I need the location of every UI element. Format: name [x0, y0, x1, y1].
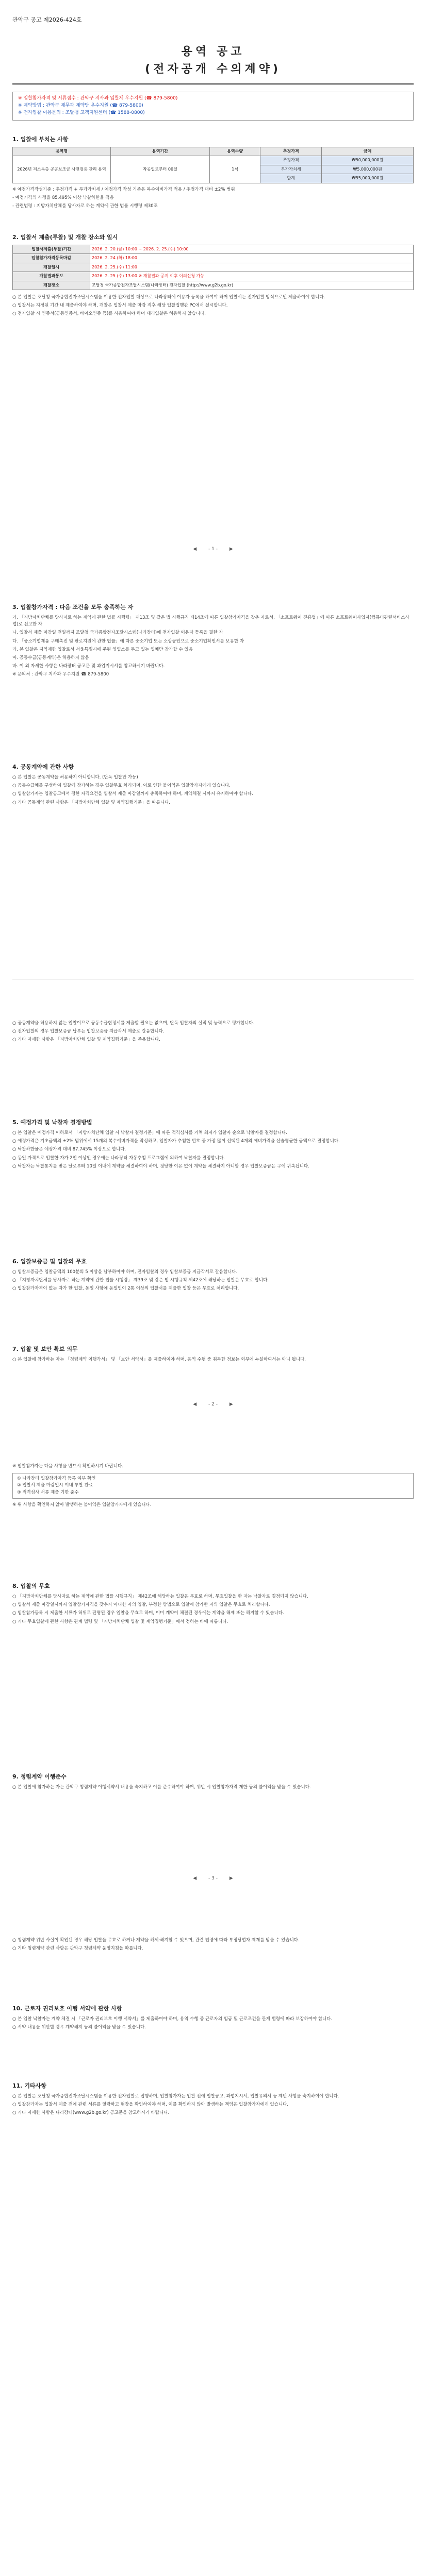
- list-item: 가. 「지방자치단체를 당사자로 하는 계약에 관한 법률 시행령」 제13조 및 같은 법 시행규칙 제14조에 따른 입찰참가자격을 갖춘 자로서, 「소프트웨어 진흥법」에 따른 소프트웨어사업자(컴퓨터관련서비스사업)로 신고한 자: [12, 615, 409, 628]
- schedule-value: 2026. 2. 20.(금) 10:00 ~ 2026. 2. 25.(수) 10:00: [90, 245, 414, 254]
- note-line: - 예정가격의 사정율 85.495% 이상 낙찰하한율 적용: [12, 195, 114, 200]
- section-heading: 11. 기타사항: [12, 2082, 46, 2089]
- amount-value: ₩5,000,000원: [322, 165, 414, 174]
- amount-value: ₩50,000,000원: [322, 156, 414, 165]
- page-number: - 2 -: [208, 1402, 218, 1407]
- list-item: ○ 입찰보증금은 입찰금액의 100분의 5 이상을 납부하여야 하며, 전자입찰의 경우 입찰보증금 지급각서로 갈음합니다.: [12, 1269, 238, 1275]
- section-award-method: [12, 1118, 414, 1172]
- list-item: ○ 기타 청렴계약 관련 사항은 관악구 청렴계약 운영지침을 따릅니다.: [12, 1946, 143, 1952]
- schedule-label: 입찰참가자격등록마감: [13, 254, 90, 263]
- contact-line: ※ 전자입찰 이용문의 : 조달청 고객지원센터 (☎ 1588-0800): [18, 110, 145, 115]
- section-heading: 9. 청렴계약 이행준수: [12, 1773, 67, 1780]
- note-line: ○ 입찰서는 지정된 기간 내 제출하여야 하며, 개찰은 입찰서 제출 마감 직후 해당 입찰집행관 PC에서 실시합니다.: [12, 303, 228, 309]
- note-line: ○ 전자입찰 시 인증서(공동인증서, 바이오인증 등)를 사용하여야 하며 대리입찰은 허용하지 않습니다.: [12, 311, 206, 317]
- section-heading: 6. 입찰보증금 및 입찰의 무효: [12, 1258, 87, 1265]
- service-period: 착공일로부터 00일: [111, 156, 210, 183]
- section-invalid-bids: [12, 1582, 414, 1627]
- list-item: ○ 입찰참가자는 입찰공고에서 정한 자격요건을 입찰서 제출 마감일까지 충족하여야 하며, 계약체결 시까지 유지하여야 합니다.: [12, 791, 253, 797]
- section-heading: 4. 공동계약에 관한 사항: [12, 764, 74, 770]
- col-header: 용역수량: [209, 147, 260, 156]
- list-item: ○ 본 입찰은 조달청 국가종합전자조달시스템을 이용한 전자입찰로 집행하며, 입찰참가자는 입찰 전에 입찰공고, 과업지시서, 입찰유의서 등 제반 사항을 숙지하여야 합니다.: [12, 2094, 339, 2099]
- list-item: ○ 전자입찰의 경우 입찰보증금 납부는 입찰보증금 지급각서 제출로 갈음합니다.: [12, 1029, 165, 1035]
- list-item: 라. 본 입찰은 지역제한 입찰로서 서울특별시에 주된 영업소를 두고 있는 업체만 참가할 수 있음: [12, 647, 193, 652]
- amount-label: 부가가치세: [260, 165, 322, 174]
- section-heading: 2. 입찰서 제출(투찰) 및 개찰 장소와 일시: [12, 234, 118, 241]
- schedule-value: 2026. 2. 25.(수) 13:00 ※ 개찰결과 공지 이후 이의신청 가능: [90, 272, 414, 281]
- list-item: 다. 「중소기업제품 구매촉진 및 판로지원에 관한 법률」에 따른 중소기업 또는 소상공인으로 중소기업확인서를 보유한 자: [12, 638, 244, 644]
- list-item: ○ 「지방자치단체를 당사자로 하는 계약에 관한 법률 시행령」 제39조 및 같은 법 시행규칙 제42조에 해당하는 입찰은 무효로 합니다.: [12, 1278, 269, 1283]
- schedule-label: 개찰일시: [13, 263, 90, 272]
- schedule-label: 개찰결과통보: [13, 272, 90, 281]
- page-number: - 1 -: [208, 547, 218, 552]
- list-item: ○ 기타 자세한 사항은 「지방자치단체 입찰 및 계약집행기준」을 준용합니다.: [12, 1037, 160, 1043]
- checklist-item: ① 나라장터 입찰참가자격 등록 여부 확인: [17, 1476, 96, 1482]
- section-heading: 1. 입찰에 부치는 사항: [12, 136, 69, 143]
- amount-label: 합계: [260, 174, 322, 183]
- list-item: ○ 서약 내용을 위반할 경우 계약해지 등의 불이익을 받을 수 있습니다.: [12, 2025, 146, 2030]
- amount-value: ₩55,000,000원: [322, 174, 414, 183]
- amount-label: 추정가격: [260, 156, 322, 165]
- section-bid-items: [12, 135, 414, 211]
- section-bid-bond: [12, 1257, 414, 1294]
- list-item: ○ 기타 자세한 사항은 나라장터(www.g2b.go.kr) 공고문을 참고하시기 바랍니다.: [12, 2110, 170, 2116]
- list-item: ○ 예정가격은 기초금액의 ±2% 범위에서 15개의 복수예비가격을 작성하고, 입찰자가 추첨한 번호 중 가장 많이 선택된 4개의 예비가격을 산술평균한 금액으로 결정합니다.: [12, 1139, 340, 1144]
- list-item: ○ 본 입찰은 예정가격 이하로서 「지방자치단체 입찰 시 낙찰자 결정기준」에 따른 적격심사를 거쳐 최저가 입찰자 순으로 낙찰자를 결정합니다.: [12, 1130, 287, 1136]
- section-heading: 8. 입찰의 무효: [12, 1583, 50, 1589]
- list-item: 마. 공동수급(공동계약)은 허용하지 않음: [12, 655, 89, 660]
- section-bid-schedule: [12, 233, 414, 319]
- section-heading: 7. 입찰 및 보안 확보 의무: [12, 1346, 78, 1352]
- next-page-icon[interactable]: ▶: [229, 1876, 233, 1881]
- schedule-label: 입찰서제출(투찰)기간: [13, 245, 90, 254]
- list-item: ○ 본 입찰에 참가하는 자는 「청렴계약 이행각서」 및 「보안 서약서」를 제출하여야 하며, 용역 수행 중 취득한 정보는 외부에 누설하여서는 아니 됩니다.: [12, 1357, 306, 1363]
- list-item: ○ 공동수급체를 구성하여 입찰에 참가하는 경우 입찰무효 처리되며, 이로 인한 불이익은 입찰참가자에게 있습니다.: [12, 783, 231, 789]
- list-item: ○ 입찰참가자는 입찰서 제출 전에 관련 서류를 열람하고 현장을 확인하여야 하며, 이를 확인하지 않아 발생하는 책임은 입찰참가자에게 있습니다.: [12, 2102, 288, 2108]
- section-joint-contract-cont: [12, 1020, 414, 1045]
- page-title: 용역 공고: [181, 45, 245, 58]
- note-line: - 관련법령 : 지방자치단체를 당사자로 하는 계약에 관한 법률 시행령 제30조: [12, 203, 158, 209]
- checklist-note: ※ 위 사항을 확인하지 않아 발생하는 불이익은 입찰참가자에게 있습니다.: [12, 1502, 152, 1507]
- list-item: ○ 기타 공동계약 관련 사항은 「지방자치단체 입찰 및 계약집행기준」을 따릅니다.: [12, 800, 170, 805]
- page-nav: [0, 1401, 426, 1409]
- prev-page-icon[interactable]: ◀: [193, 1402, 197, 1407]
- service-name: 2026년 저소득층 공공보조금 사전검증 관리 용역: [13, 156, 111, 183]
- list-item: ○ 「지방자치단체를 당사자로 하는 계약에 관한 법률 시행규칙」 제42조에 해당하는 입찰은 무효로 하며, 무효입찰을 한 자는 낙찰자로 결정되지 않습니다.: [12, 1594, 308, 1600]
- schedule-value: 2026. 2. 25.(수) 11:00: [90, 263, 414, 272]
- checklist-item: ③ 적격심사 서류 제출 기한 준수: [17, 1489, 79, 1495]
- list-item: 나. 입찰서 제출 마감일 전일까지 조달청 국가종합전자조달시스템(나라장터)에 전자입찰 이용자 등록을 필한 자: [12, 630, 223, 636]
- list-item: 바. 이 외 자세한 사항은 나라장터 공고문 및 과업지시서를 참고하시기 바랍니다.: [12, 664, 165, 669]
- prev-page-icon[interactable]: ◀: [193, 547, 197, 552]
- section-security: [12, 1345, 414, 1365]
- list-item: ○ 본 입찰은 공동계약을 허용하지 아니합니다. (단독 입찰만 가능): [12, 775, 138, 781]
- page-subtitle: (전자공개 수의계약): [145, 63, 281, 76]
- next-page-icon[interactable]: ▶: [229, 547, 233, 552]
- list-item: ※ 문의처 : 관악구 지사과 우수지원 ☎ 879-5800: [12, 672, 109, 677]
- service-quantity: 1식: [209, 156, 260, 183]
- section-worker-rights: [12, 2004, 414, 2032]
- list-item: ○ 본 입찰 낙찰자는 계약 체결 시 「근로자 권리보호 이행 서약서」를 제출하여야 하며, 용역 수행 중 근로자의 임금 및 근로조건을 관계 법령에 따라 보장하여야 합니다.: [12, 2016, 333, 2022]
- list-item: ○ 공동계약을 허용하지 않는 입찰이므로 공동수급협정서를 제출할 필요는 없으며, 단독 입찰자의 실적 및 능력으로 평가합니다.: [12, 1021, 255, 1026]
- checklist-item: ② 입찰서 제출 마감일시 이내 투찰 완료: [17, 1483, 93, 1488]
- list-item: ○ 청렴계약 위반 사실이 확인된 경우 해당 입찰을 무효로 하거나 계약을 해제·해지할 수 있으며, 관련 법령에 따라 부정당업자 제재를 받을 수 있습니다.: [12, 1938, 300, 1943]
- bid-items-table: [12, 147, 414, 183]
- page-number: - 3 -: [208, 1876, 218, 1881]
- list-item: ○ 입찰참가자격이 없는 자가 한 입찰, 동일 사항에 동일인이 2통 이상의 입찰서를 제출한 입찰 등은 무효로 처리합니다.: [12, 1286, 239, 1292]
- section-heading: 3. 입찰참가자격 : 다음 조건을 모두 충족하는 자: [12, 604, 134, 611]
- section-checklist: [12, 1463, 414, 1510]
- note-line: ○ 본 입찰은 조달청 국가종합전자조달시스템을 이용한 전자입찰 대상으로 나라장터에 이용자 등록을 하여야 하며 입찰서는 전자입찰 방식으로만 제출하여야 합니다.: [12, 295, 325, 300]
- notice-number: 관악구 공고 제2026-424호: [12, 16, 82, 23]
- section-qualification: [12, 603, 414, 680]
- col-header: 용역기간: [111, 147, 210, 156]
- page-nav: [0, 546, 426, 553]
- list-item: ○ 낙찰자는 낙찰통지를 받은 날로부터 10일 이내에 계약을 체결하여야 하며, 정당한 이유 없이 계약을 체결하지 아니할 경우 입찰보증금은 구에 귀속됩니다.: [12, 1163, 309, 1169]
- list-item: ○ 입찰서 제출 마감일시까지 입찰참가자격을 갖추지 아니한 자의 입찰, 부정한 방법으로 입찰에 참가한 자의 입찰은 무효로 처리합니다.: [12, 1602, 270, 1608]
- section-joint-contract: [12, 762, 414, 808]
- contact-line: ※ 계약방법 : 관악구 재무과 계약담 우수지원 (☎ 879-5800): [18, 103, 143, 108]
- note-line: ※ 예정가격작성기준 : 추정가격 + 부가가치세 / 예정가격 작성 기준은 복수예비가격 적용 / 추정가격 대비 ±2% 범위: [12, 187, 235, 192]
- next-page-icon[interactable]: ▶: [229, 1402, 233, 1407]
- col-header: 용역명: [13, 147, 111, 156]
- list-item: ○ 입찰참가등록 시 제출한 서류가 허위로 판명된 경우 입찰을 무효로 하며, 이미 계약이 체결된 경우에는 계약을 해제 또는 해지할 수 있습니다.: [12, 1611, 284, 1616]
- checklist-box: [12, 1473, 414, 1499]
- contact-info-box: [12, 92, 414, 121]
- schedule-table: [12, 245, 414, 290]
- schedule-value: 2026. 2. 24.(화) 18:00: [90, 254, 414, 263]
- section-heading: 5. 예정가격 및 낙찰자 결정방법: [12, 1119, 92, 1126]
- section-integrity: [12, 1772, 414, 1792]
- page-nav: [0, 1875, 426, 1883]
- col-header: 추정가격: [260, 147, 322, 156]
- checklist-intro: ※ 입찰참가자는 다음 사항을 반드시 확인하시기 바랍니다.: [12, 1464, 123, 1469]
- list-item: ○ 본 입찰에 참가하는 자는 관악구 청렴계약 이행서약서 내용을 숙지하고 이를 준수하여야 하며, 위반 시 입찰참가자격 제한 등의 불이익을 받을 수 있습니다.: [12, 1785, 311, 1790]
- list-item: ○ 기타 무효입찰에 관한 사항은 관계 법령 및 「지방자치단체 입찰 및 계약집행기준」에서 정하는 바에 따릅니다.: [12, 1619, 228, 1624]
- list-item: ○ 낙찰하한율은 예정가격 대비 87.745% 이상으로 합니다.: [12, 1147, 126, 1153]
- title-divider: [12, 83, 414, 84]
- section-heading: 10. 근로자 권리보호 이행 서약에 관한 사항: [12, 2005, 122, 2012]
- section-misc: [12, 2081, 414, 2119]
- list-item: ○ 동일 가격으로 입찰한 자가 2인 이상인 경우에는 나라장터 자동추첨 프로그램에 의하여 낙찰자를 결정합니다.: [12, 1155, 225, 1161]
- schedule-value: 조달청 국가종합전자조달시스템(나라장터) 전자입찰 (http://www.g2b.go.kr): [90, 281, 414, 290]
- prev-page-icon[interactable]: ◀: [193, 1876, 197, 1881]
- section-integrity-cont: [12, 1937, 414, 1954]
- col-header: 금액: [322, 147, 414, 156]
- schedule-label: 개찰장소: [13, 281, 90, 290]
- contact-line: ※ 입찰참가자격 및 서류접수 : 관악구 지사과 입찰계 우수지원 (☎ 879-5800): [18, 96, 178, 101]
